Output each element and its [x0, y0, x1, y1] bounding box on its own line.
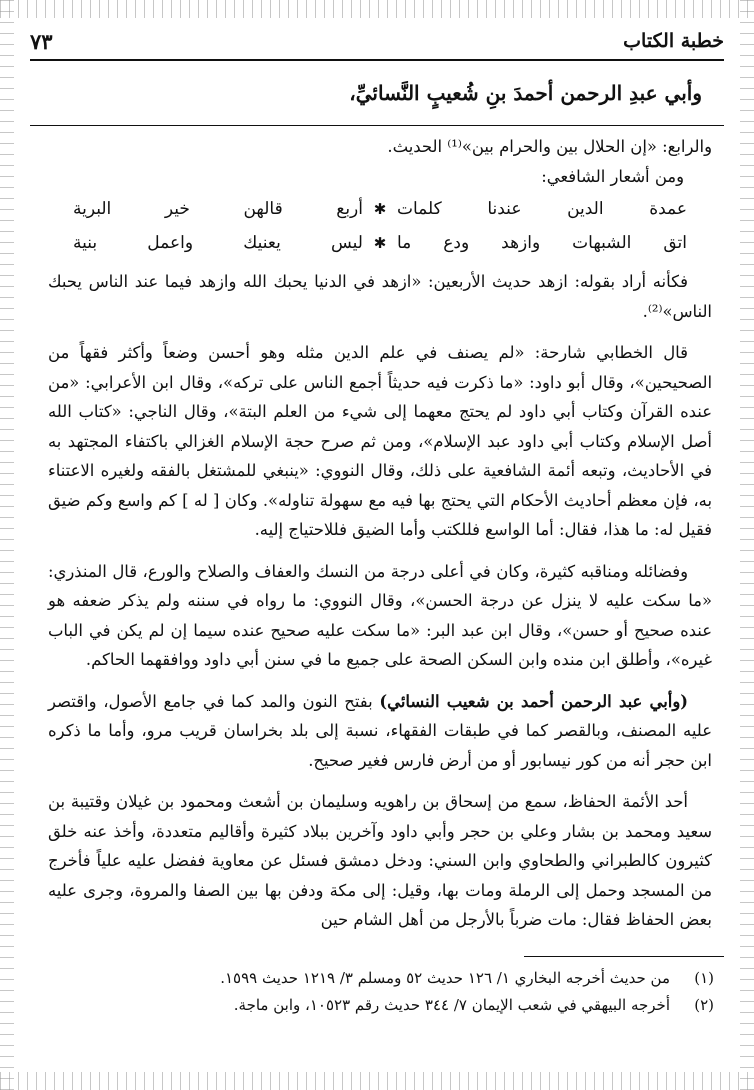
paragraph-4: وفضائله ومناقبه كثيرة، وكان في أعلى درجة من النسك والعفاف والصلاح والورع، قال المنذري: «ما سكت عليه لا ينزل عن درجة الحسن»، وقال النووي: ما رواه في سننه ولم يذكر ضعفه هو عنده صحيح أو حسن»، وقال ابن عبد البر: «ما سكت عليه صحيح عنده سيما إن لم يكن في الباب غيره»، وأطلق ابن منده وابن السكن الصحة على جميع ما في سنن أبي داود ووافقهما الحاكم. — [48, 561, 712, 669]
poem-hemistich-left: ليس يعنيك واعمل بنية — [73, 233, 363, 254]
paragraph-1-line-2: ومن أشعار الشافعي: — [541, 166, 684, 186]
paragraph-6: أحد الأئمة الحفاظ، سمع من إسحاق بن راهويه وسليمان بن أشعث ومحمود بن غيلان وقتيبة بن سعيد ومحمد بن بشار وعلي بن حجر وأبي داود وآخرين ببلاد كثيرة وأقاليم متعددة، وأخذ عنه خلق كثيرون كالطبراني والطحاوي وابن السني: ودخل دمشق فسئل عن معاوية ففضل عليه علياً فأخرج من المسجد وحمل إلى الرملة ومات بها، وقيل: إلى مكة ودفن بها بين الصفا والمروة، وجرى عليه بعض الحفاظ فقال: مات ضرباً بالأرجل من أهل الشام حين — [48, 792, 712, 929]
decorative-border-top — [0, 0, 754, 18]
poem-hemistich-right: اتق الشبهات وازهد ودع ما — [397, 233, 687, 254]
matn-quote-bold: (وأبي عبد الرحمن أحمد بن شعيب النسائي) — [379, 691, 689, 711]
paragraph-2: فكأنه أراد بقوله: ازهد حديث الأربعين: «ازهد في الدنيا يحبك الله وازهد فيما عند الناس يحبك الناس»⁽²⁾. — [48, 272, 712, 321]
commentary-body — [30, 126, 724, 935]
paragraph-5-text: بفتح النون والمد كما في جامع الأصول، واقتصر عليه المصنف، وبالقصر كما في طبقات الفقهاء، نسبة إلى بلد بخراسان قريب مرو، وأما ما ذكره ابن حجر أنه من كور نيسابور أو من أرض فارس فغير صحيح. — [48, 691, 712, 770]
poem-verse — [48, 227, 712, 261]
decorative-border-bottom — [0, 1072, 754, 1090]
footnote-text: من حديث أخرجه البخاري ١/ ١٢٦ حديث ٥٢ ومسلم ٣/ ١٢١٩ حديث ١٥٩٩. — [220, 969, 670, 987]
star-icon: ✱ — [373, 200, 387, 219]
footnote-number: (٢) — [694, 996, 714, 1014]
paragraph-5 — [48, 687, 712, 776]
poem — [48, 193, 712, 261]
paragraph-1-line-1: والرابع: «إن الحلال بين والحرام بين»⁽¹⁾ الحديث. — [387, 137, 712, 156]
poem-hemistich-right: عمدة الدين عندنا كلمات — [397, 199, 687, 220]
book-page — [30, 26, 724, 1066]
footnote-rule — [524, 956, 724, 957]
footnote-number: (١) — [694, 969, 714, 987]
decorative-border-right — [740, 0, 754, 1090]
footnote-text: أخرجه البيهقي في شعب الإيمان ٧/ ٣٤٤ حديث رقم ١٠٥٢٣، وابن ماجة. — [233, 996, 670, 1014]
footnote — [30, 992, 724, 1019]
page-header — [30, 26, 724, 56]
page-number: ٧٣ — [30, 28, 53, 54]
poem-verse — [48, 193, 712, 227]
poem-hemistich-left: أربع قالهن خير البرية — [73, 199, 363, 220]
paragraph-3: قال الخطابي شارحة: «لم يصنف في علم الدين مثله وهو أحسن وضعاً وأكثر فقهاً من الصحيحين»، وقال أبو داود: «ما ذكرت فيه حديثاً أجمع الناس على تركه»، وقال ابن الأعرابي: «من عنده القرآن وكتاب أبي داود لم يحتج معهما إلى شيء من العلم البتة»، وقال الناجي: «كتاب الله أصل الإسلام وكتاب أبي داود عبد الإسلام»، ومن ثم صرح حجة الإسلام الغزالي باكتفاء المجتهد به في الأحاديث، وتبعه أئمة الشافعية على ذلك، وقال النووي: «ينبغي للمشتغل بالفقه ولغيره الاعتناء به، فإن معظم أحاديث الأحكام التي يحتج بها فيه مع سهولة تناوله». وكان [ له ] كم واسع وكم ضيق فقيل له: ما هذا، فقال: أما الواسع فللكتب وأما الضيق فللاحتياج إليه. — [48, 343, 712, 539]
star-icon: ✱ — [373, 234, 387, 253]
footnote — [30, 965, 724, 992]
chapter-title: خطبة الكتاب — [623, 30, 724, 52]
matn-text: وأبي عبدِ الرحمن أحمدَ بنِ شُعيبٍ النَّسائيِّ، — [349, 81, 702, 105]
decorative-border-left — [0, 0, 14, 1090]
footnotes — [30, 956, 724, 1019]
